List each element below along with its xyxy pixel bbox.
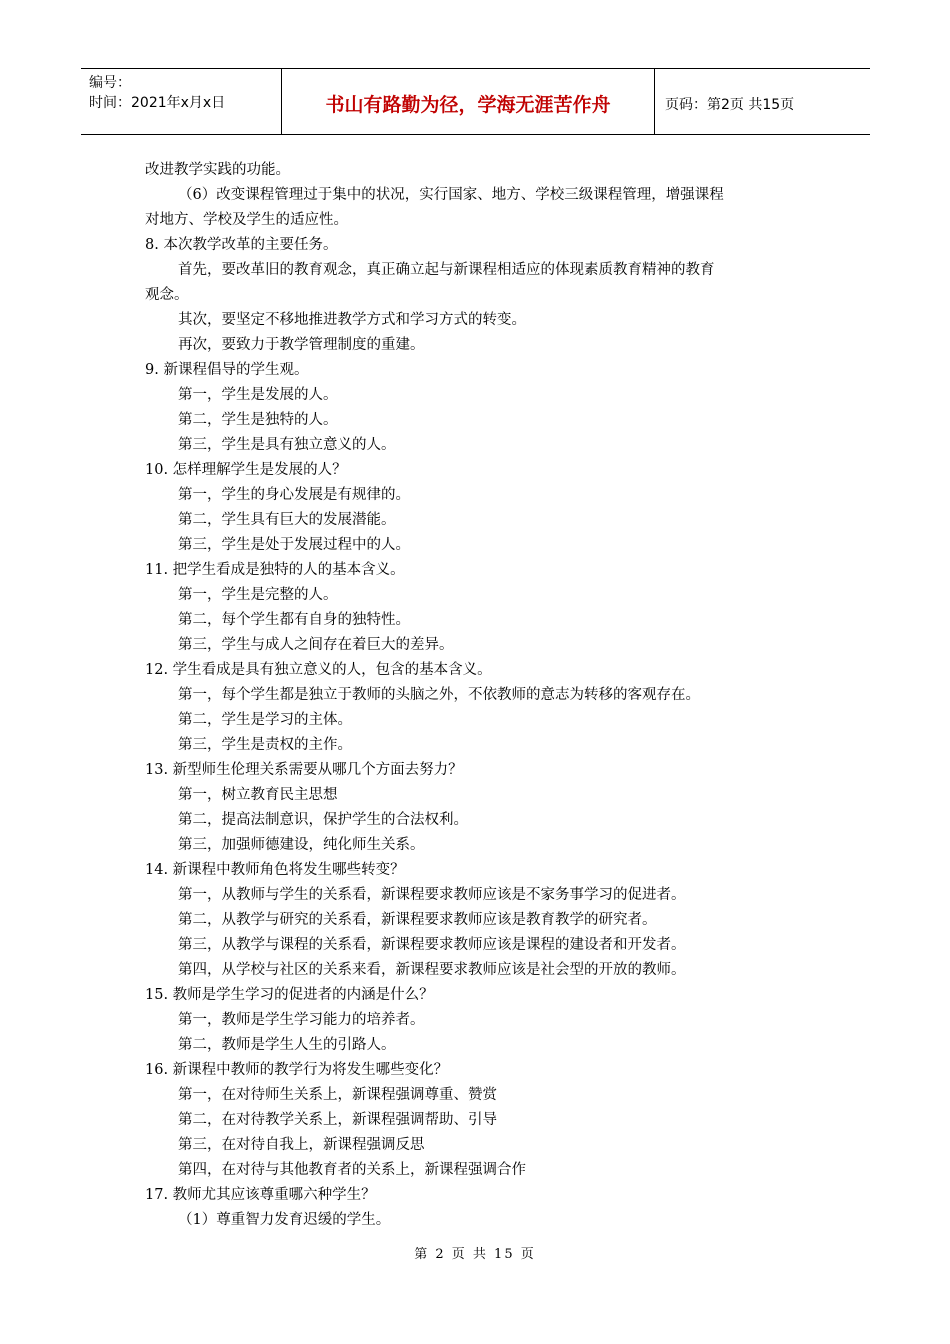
text-line: 第二，学生是独特的人。 — [178, 412, 338, 428]
text-line: 观念。 — [145, 287, 189, 303]
text-line: 第一，学生是发展的人。 — [178, 387, 338, 403]
text-line: 第一，在对待师生关系上，新课程强调尊重、赞赏 — [178, 1087, 497, 1103]
text-line: 第二，提高法制意识，保护学生的合法权利。 — [178, 812, 468, 828]
text-line: 首先，要改革旧的教育观念，真正确立起与新课程相适应的体现素质教育精神的教育 — [178, 262, 715, 278]
text-line: 第二，每个学生都有自身的独特性。 — [178, 612, 410, 628]
text-line: 第一，每个学生都是独立于教师的头脑之外，不依教师的意志为转移的客观存在。 — [178, 687, 700, 703]
text-line: 15. 教师是学生学习的促进者的内涵是什么？ — [145, 987, 434, 1003]
text-line: 再次，要致力于教学管理制度的重建。 — [178, 337, 425, 353]
header-meta — [81, 69, 282, 134]
text-line: 改进教学实践的功能。 — [145, 162, 290, 178]
text-line: 14. 新课程中教师角色将发生哪些转变？ — [145, 862, 405, 878]
text-line: 第一，从教师与学生的关系看，新课程要求教师应该是不家务事学习的促进者。 — [178, 887, 686, 903]
text-line: 第一，树立教育民主思想 — [178, 787, 338, 803]
header-motto: 书山有路勤为径，学海无涯苦作舟 — [282, 69, 655, 134]
text-line: 9. 新课程倡导的学生观。 — [145, 362, 309, 378]
document-body — [145, 158, 825, 1233]
text-line: 第一，学生是完整的人。 — [178, 587, 338, 603]
page-footer: 第 2 页 共 15 页 — [414, 1247, 536, 1262]
document-number-label: 编号： — [89, 75, 131, 91]
text-line: 第三，学生是责权的主作。 — [178, 737, 352, 753]
text-line: 第四，从学校与社区的关系来看，新课程要求教师应该是社会型的开放的教师。 — [178, 962, 686, 978]
text-line: 第三，加强师德建设，纯化师生关系。 — [178, 837, 425, 853]
page-header — [81, 68, 870, 135]
text-line: 第三，学生是具有独立意义的人。 — [178, 437, 396, 453]
text-line: 第三，从教学与课程的关系看，新课程要求教师应该是课程的建设者和开发者。 — [178, 937, 686, 953]
text-line: （6）改变课程管理过于集中的状况，实行国家、地方、学校三级课程管理，增强课程 — [178, 187, 724, 203]
text-line: 第一，教师是学生学习能力的培养者。 — [178, 1012, 425, 1028]
header-page-info: 页码：第2页 共15页 — [665, 96, 795, 113]
text-line: 第三，学生与成人之间存在着巨大的差异。 — [178, 637, 454, 653]
text-line: 第二，从教学与研究的关系看，新课程要求教师应该是教育教学的研究者。 — [178, 912, 657, 928]
text-line: 8. 本次教学改革的主要任务。 — [145, 237, 338, 253]
text-line: 第二，教师是学生人生的引路人。 — [178, 1037, 396, 1053]
text-line: 第二，学生具有巨大的发展潜能。 — [178, 512, 396, 528]
text-line: 其次，要坚定不移地推进教学方式和学习方式的转变。 — [178, 312, 526, 328]
text-line: 11. 把学生看成是独特的人的基本含义。 — [145, 562, 405, 578]
text-line: 10. 怎样理解学生是发展的人？ — [145, 462, 347, 478]
text-line: 12. 学生看成是具有独立意义的人，包含的基本含义。 — [145, 662, 492, 678]
document-date: 时间：2021年x月x日 — [89, 95, 226, 111]
text-line: 第三，在对待自我上，新课程强调反思 — [178, 1137, 425, 1153]
text-line: 第一，学生的身心发展是有规律的。 — [178, 487, 410, 503]
text-line: 第三，学生是处于发展过程中的人。 — [178, 537, 410, 553]
text-line: 16. 新课程中教师的教学行为将发生哪些变化？ — [145, 1062, 449, 1078]
text-line: 13. 新型师生伦理关系需要从哪几个方面去努力？ — [145, 762, 463, 778]
text-line: 第四，在对待与其他教育者的关系上，新课程强调合作 — [178, 1162, 526, 1178]
text-line: （1）尊重智力发育迟缓的学生。 — [178, 1212, 391, 1228]
text-line: 第二，在对待教学关系上，新课程强调帮助、引导 — [178, 1112, 497, 1128]
text-line: 第二，学生是学习的主体。 — [178, 712, 352, 728]
text-line: 17. 教师尤其应该尊重哪六种学生？ — [145, 1187, 376, 1203]
text-line: 对地方、学校及学生的适应性。 — [145, 212, 348, 228]
